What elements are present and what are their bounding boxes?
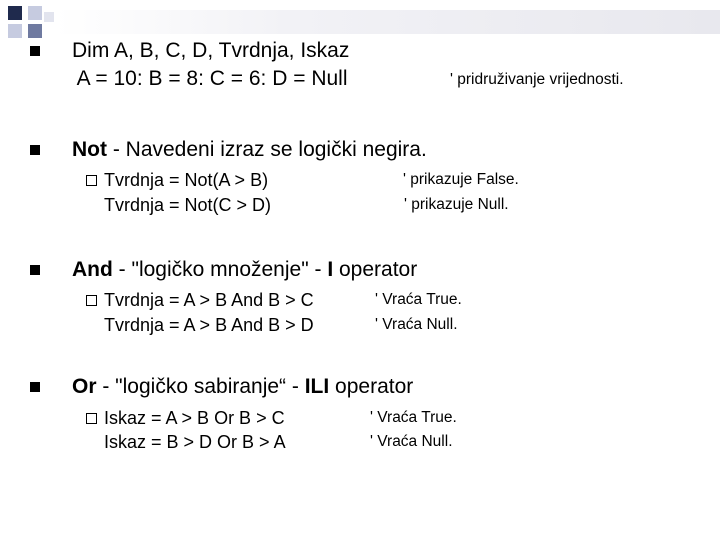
or-operator: ILI: [304, 375, 330, 398]
or-example-2-code: Iskaz = B > D Or B > A: [104, 432, 286, 452]
and-example-2-comment: ' Vraća Null.: [375, 316, 458, 333]
not-example-2-comment: ' prikazuje Null.: [404, 196, 509, 213]
header-decoration: [0, 0, 720, 40]
sub-bullet-box: [86, 175, 97, 186]
deco-square-2: [28, 6, 42, 20]
bullet-marker: [30, 265, 40, 275]
or-description: - "logičko sabiranje“ -: [96, 375, 305, 398]
and-operator: I: [327, 258, 334, 281]
sub-bullet-box: [86, 413, 97, 424]
not-example-2-code: Tvrdnja = Not(C > D): [104, 195, 272, 215]
or-example-2-comment: ' Vraća Null.: [370, 433, 453, 450]
or-keyword: Or: [72, 375, 97, 398]
assignment-comment: ' pridruživanje vrijednosti.: [450, 71, 624, 88]
not-description: - Navedeni izraz se logički negira.: [107, 138, 427, 161]
or-heading: [72, 376, 413, 397]
assignment-line: A = 10: B = 8: C = 6: D = Null: [72, 67, 348, 90]
or-description-tail: operator: [329, 375, 414, 398]
and-example-2-code: Tvrdnja = A > B And B > D: [104, 315, 314, 335]
sub-bullet-box: [86, 295, 97, 306]
deco-square-1: [8, 6, 22, 20]
or-example-1-code: Iskaz = A > B Or B > C: [104, 408, 285, 428]
deco-square-5: [44, 12, 54, 22]
not-example-1-code: Tvrdnja = Not(A > B): [104, 170, 269, 190]
bullet-marker: [30, 382, 40, 392]
and-description: - "logičko množenje" -: [112, 258, 328, 281]
deco-square-4: [28, 24, 42, 38]
dim-declaration-line: Dim A, B, C, D, Tvrdnja, Iskaz: [72, 39, 350, 62]
and-example-1-code: Tvrdnja = A > B And B > C: [104, 290, 314, 310]
bullet-marker: [30, 145, 40, 155]
not-keyword: Not: [72, 138, 107, 161]
or-example-1-comment: ' Vraća True.: [370, 409, 457, 426]
and-example-1-comment: ' Vraća True.: [375, 291, 462, 308]
header-stripe: [56, 10, 720, 34]
and-keyword: And: [72, 258, 113, 281]
and-description-tail: operator: [333, 258, 418, 281]
and-heading: [72, 259, 417, 280]
not-example-1-comment: ' prikazuje False.: [403, 171, 519, 188]
deco-square-3: [8, 24, 22, 38]
bullet-marker: [30, 46, 40, 56]
not-heading: [72, 139, 427, 160]
